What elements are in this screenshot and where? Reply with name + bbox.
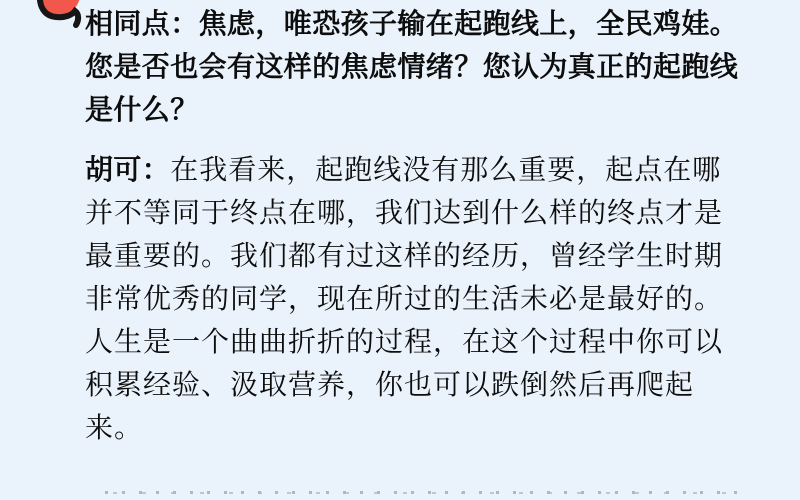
- answer-line-4: 非常优秀的同学，现在所过的生活未必是最好的。: [85, 283, 724, 314]
- question-line-1: 相同点：焦虑，唯恐孩子输在起跑线上，全民鸡娃。: [85, 8, 739, 39]
- answer-line-1-text: 在我看来，起跑线没有那么重要，起点在哪: [170, 154, 722, 185]
- clipped-text-remnant: [105, 489, 745, 494]
- answer-line-5: 人生是一个曲曲折折的过程，在这个过程中你可以: [85, 326, 724, 357]
- answer-line-3: 最重要的。我们都有过这样的经历，曾经学生时期: [85, 240, 724, 271]
- answer-line-7: 来。: [85, 412, 144, 443]
- speaker-name: 胡可：: [85, 154, 171, 185]
- question-paragraph: [85, 2, 765, 131]
- question-speech-bubble-icon: [30, 0, 86, 30]
- answer-paragraph: [85, 148, 765, 449]
- answer-line-1: [85, 148, 765, 191]
- question-line-3: 是什么？: [85, 94, 199, 125]
- question-line-2: 您是否也会有这样的焦虑情绪？您认为真正的起跑线: [85, 51, 739, 82]
- answer-line-6: 积累经验、汲取营养，你也可以跌倒然后再爬起: [85, 369, 695, 400]
- answer-line-2: 并不等同于终点在哪，我们达到什么样的终点才是: [85, 197, 724, 228]
